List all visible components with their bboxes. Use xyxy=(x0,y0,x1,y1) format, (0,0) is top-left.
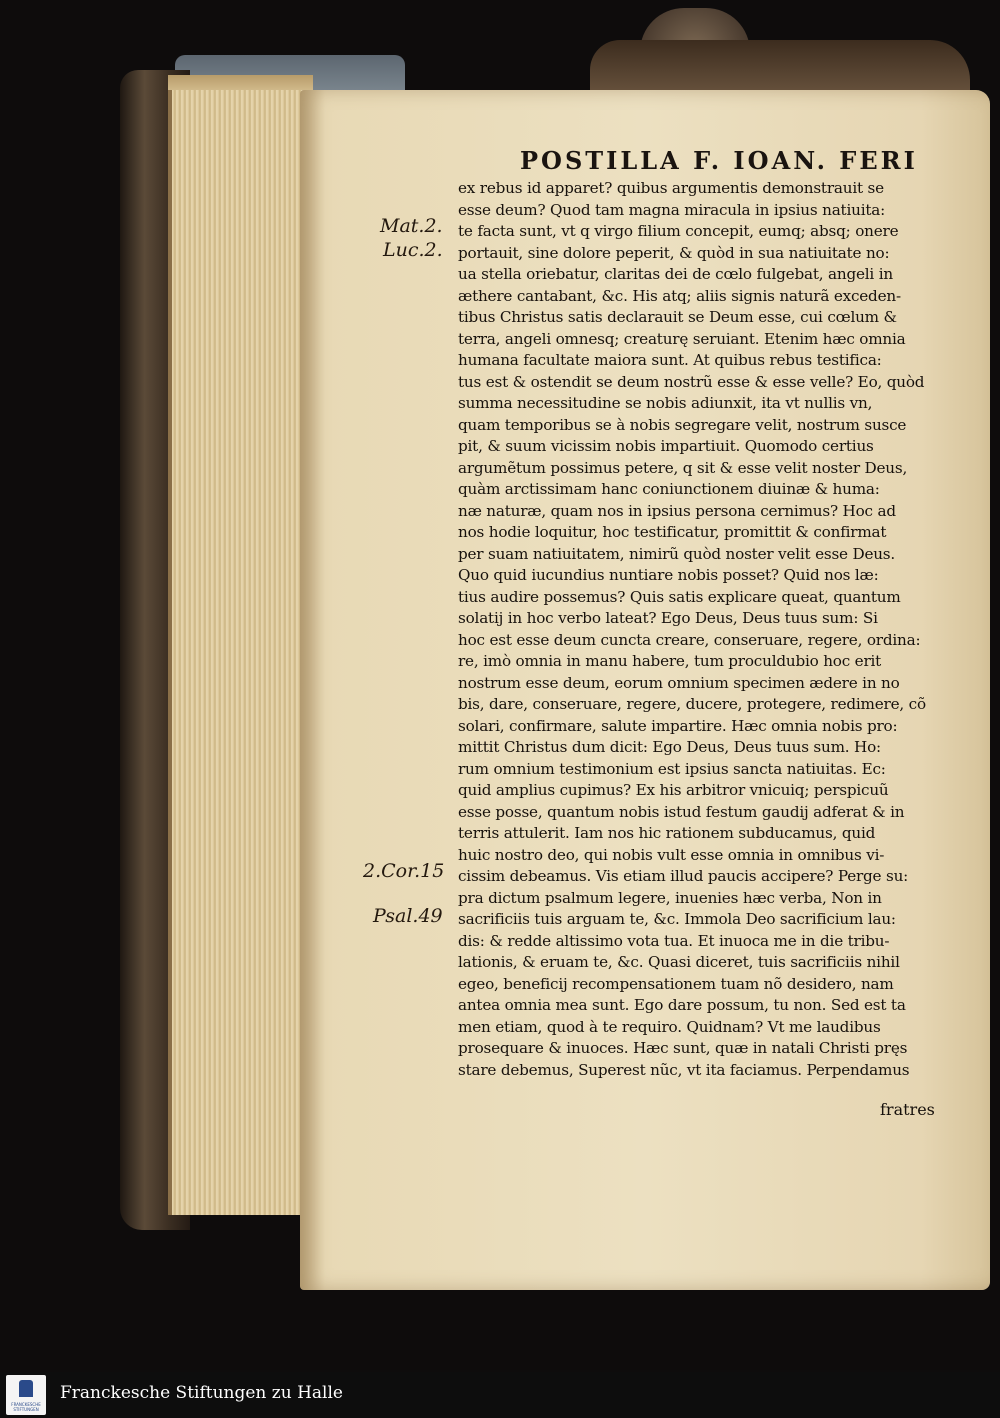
text-line: terra, angeli omnesq; creaturę seruiant. Etenim hæc omnia xyxy=(458,329,906,348)
text-line: nostrum esse deum, eorum omnium specimen ædere in no xyxy=(458,673,900,692)
text-line: humana facultate maiora sunt. At quibus rebus testifica: xyxy=(458,351,882,369)
text-line: prosequare & inuoces. Hæc sunt, quæ in natali Christi pręs xyxy=(458,1039,908,1057)
text-line: Quo quid iucundius nuntiare nobis posset? Quid nos læ: xyxy=(458,566,879,584)
institution-logo xyxy=(6,1375,46,1415)
text-line: hoc est esse deum cuncta creare, conseruare, regere, ordina: xyxy=(458,630,921,649)
text-line: men etiam, quod à te requiro. Quidnam? Vt me laudibus xyxy=(458,1017,881,1036)
text-line: esse posse, quantum nobis istud festum gaudij adferat & in xyxy=(458,802,905,821)
margin-note: Luc.2. xyxy=(383,239,443,261)
text-line: pit, & suum vicissim nobis impartiuit. Quomodo certius xyxy=(458,437,874,455)
catchword: fratres xyxy=(880,1100,935,1119)
text-line: bis, dare, conseruare, regere, ducere, protegere, redimere, cõ xyxy=(458,695,926,713)
body-text xyxy=(458,178,953,1081)
text-line: esse deum? Quod tam magna miracula in ipsius natiuita: xyxy=(458,200,886,219)
text-line: re, imò omnia in manu habere, tum proculdubio hoc erit xyxy=(458,652,882,670)
footer-bar xyxy=(0,1372,1000,1418)
text-line: cissim debeamus. Vis etiam illud paucis accipere? Perge su: xyxy=(458,867,909,885)
text-line: mittit Christus dum dicit: Ego Deus, Deus tuus sum. Ho: xyxy=(458,738,881,756)
text-line: ex rebus id apparet? quibus argumentis demonstrauit se xyxy=(458,179,884,197)
text-line: ua stella oriebatur, claritas dei de cœlo fulgebat, angeli in xyxy=(458,265,893,283)
text-line: tius audire possemus? Quis satis explicare queat, quantum xyxy=(458,587,901,606)
text-line: quàm arctissimam hanc coniunctionem diuinæ & huma: xyxy=(458,480,880,498)
margin-note: Mat.2. xyxy=(380,215,443,237)
text-line: sacrificiis tuis arguam te, &c. Immola Deo sacrificium lau: xyxy=(458,910,896,928)
text-line: dis: & redde altissimo vota tua. Et inuoca me in die tribu- xyxy=(458,931,890,950)
text-line: quid amplius cupimus? Ex his arbitror vnicuiq; perspicuũ xyxy=(458,781,889,799)
text-line: terris attulerit. Iam nos hic rationem subducamus, quid xyxy=(458,824,876,842)
text-line: stare debemus, Superest nũc, vt ita faciamus. Perpendamus xyxy=(458,1060,910,1079)
text-line: huic nostro deo, qui nobis vult esse omnia in omnibus vi- xyxy=(458,845,885,864)
institution-name: Franckesche Stiftungen zu Halle xyxy=(60,1383,343,1403)
text-line: æthere cantabant, &c. His atq; aliis signis naturã exceden- xyxy=(458,286,901,305)
text-line: solatij in hoc verbo lateat? Ego Deus, Deus tuus sum: Si xyxy=(458,609,878,627)
margin-note: Psal.49 xyxy=(373,905,443,927)
text-line: tibus Christus satis declarauit se Deum esse, cui cœlum & xyxy=(458,308,897,326)
running-head: POSTILLA F. IOAN. FERI xyxy=(520,146,918,175)
page-block-edges xyxy=(168,90,317,1215)
text-line: pra dictum psalmum legere, inuenies hæc verba, Non in xyxy=(458,888,882,907)
text-line: tus est & ostendit se deum nostrũ esse & esse velle? Eo, quòd xyxy=(458,372,925,391)
text-line: nos hodie loquitur, hoc testificatur, promittit & confirmat xyxy=(458,523,887,541)
text-line: portauit, sine dolore peperit, & quòd in sua natiuitate no: xyxy=(458,243,890,262)
text-line: summa necessitudine se nobis adiunxit, ita vt nullis vn, xyxy=(458,394,873,412)
text-line: te facta sunt, vt q virgo filium concepit, eumq; absq; onere xyxy=(458,222,899,240)
text-line: argumẽtum possimus petere, q sit & esse velit noster Deus, xyxy=(458,458,908,477)
text-line: solari, confirmare, salute impartire. Hæc omnia nobis pro: xyxy=(458,716,898,735)
text-line: rum omnium testimonium est ipsius sancta natiuitas. Ec: xyxy=(458,759,886,778)
logo-text: FRANCKESCHE STIFTUNGEN xyxy=(11,1402,41,1412)
text-line: egeo, beneficij recompensationem tuam nõ desidero, nam xyxy=(458,974,894,993)
margin-note: 2.Cor.15 xyxy=(363,860,445,882)
text-line: næ naturæ, quam nos in ipsius persona cernimus? Hoc ad xyxy=(458,501,896,520)
text-line: antea omnia mea sunt. Ego dare possum, tu non. Sed est ta xyxy=(458,996,906,1014)
text-line: lationis, & eruam te, &c. Quasi diceret, tuis sacrificiis nihil xyxy=(458,953,900,971)
text-line: per suam natiuitatem, nimirũ quòd noster velit esse Deus. xyxy=(458,544,896,563)
text-line: quam temporibus se à nobis segregare velit, nostrum susce xyxy=(458,415,907,434)
logo-figure-icon xyxy=(19,1380,33,1397)
